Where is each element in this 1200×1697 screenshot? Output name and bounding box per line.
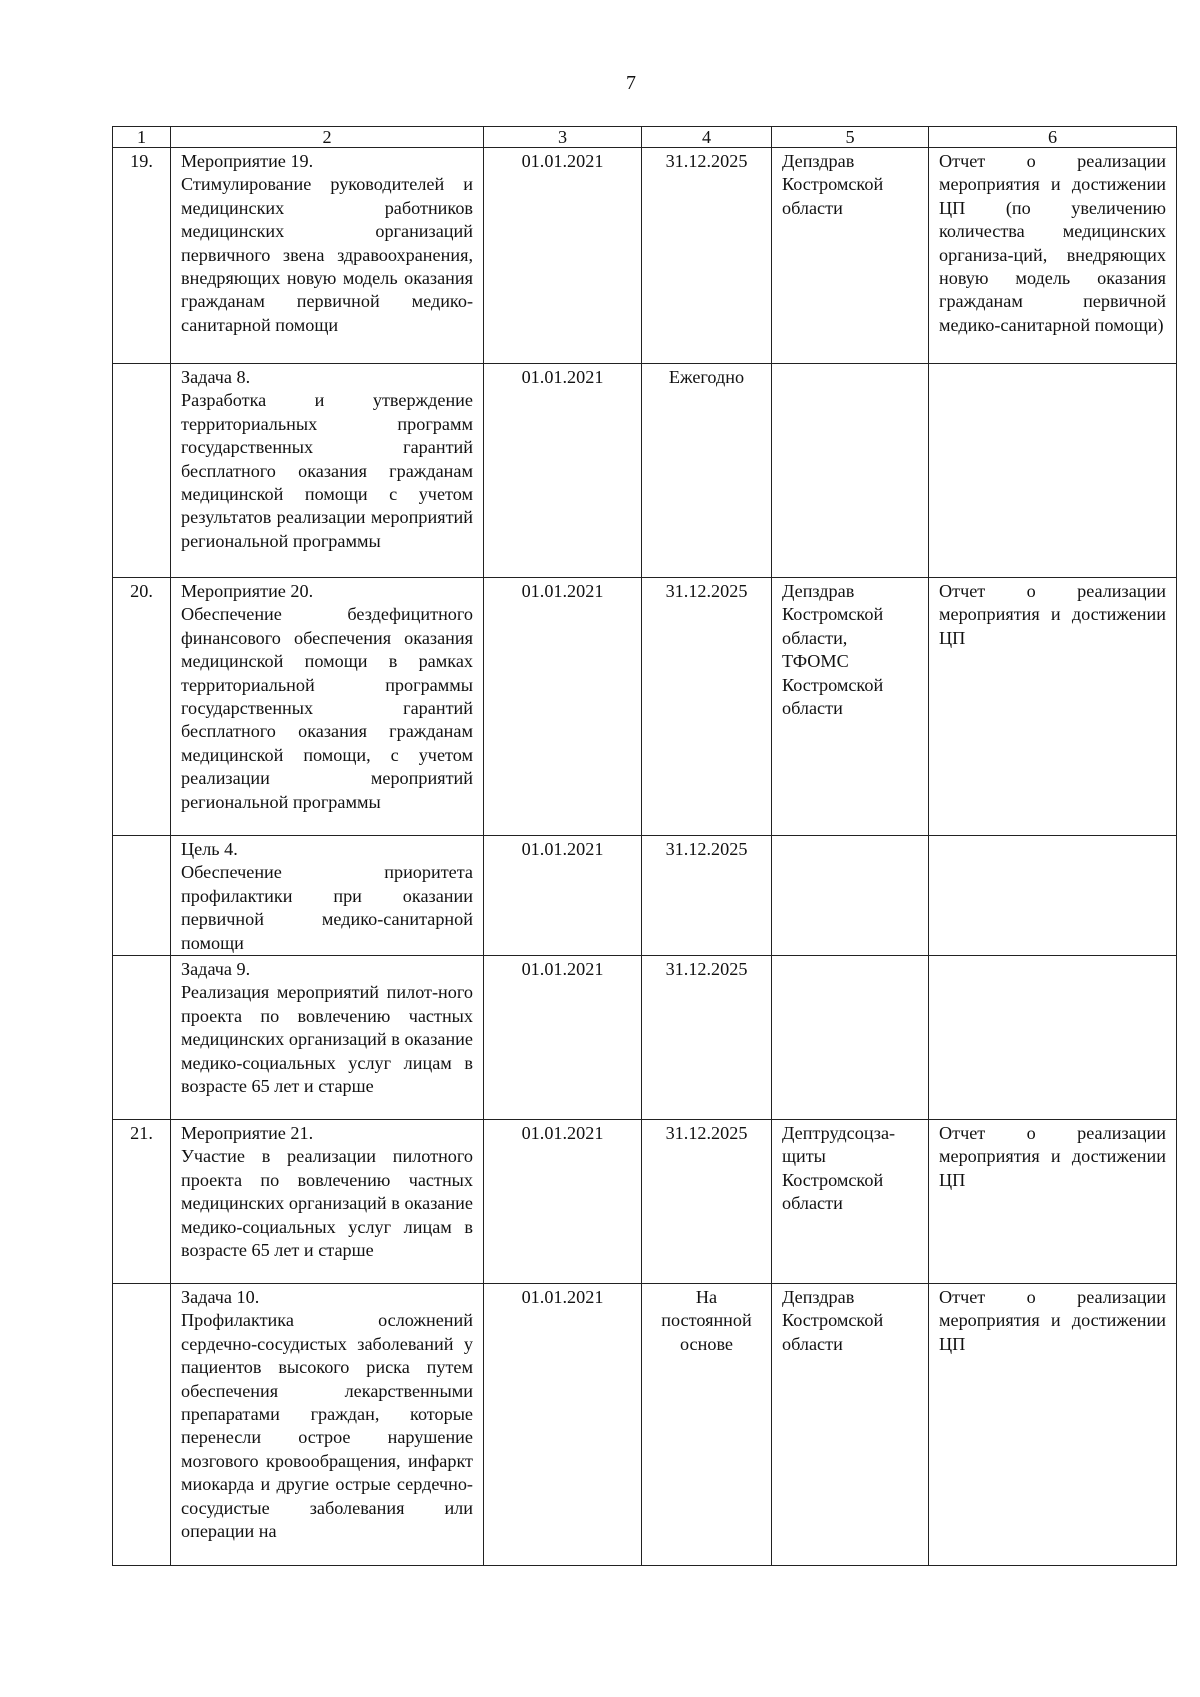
row-end-date: Ежегодно <box>642 364 772 578</box>
row-description <box>171 1284 484 1566</box>
row-executor <box>772 956 929 1120</box>
table-row <box>113 956 1177 1120</box>
row-end-date: 31.12.2025 <box>642 956 772 1120</box>
table-row <box>113 578 1177 836</box>
row-executor: Депздрав Костромской области <box>772 148 929 364</box>
table-row <box>113 1120 1177 1284</box>
table-row <box>113 148 1177 364</box>
row-text: Участие в реализации пилотного проекта по вовлечению частных медицинских организаций в оказание медико-социальных услуг лицам в возрасте 65 лет и старше <box>181 1146 473 1261</box>
row-number <box>113 1284 171 1566</box>
row-start-date: 01.01.2021 <box>484 578 642 836</box>
row-result: Отчет о реализации мероприятия и достижении ЦП <box>929 1120 1177 1284</box>
row-executor: Депздрав Костромской области <box>772 1284 929 1566</box>
row-result: Отчет о реализации мероприятия и достижении ЦП <box>929 1284 1177 1566</box>
column-header: 6 <box>929 127 1177 148</box>
row-title: Цель 4. <box>181 839 238 859</box>
row-number <box>113 836 171 956</box>
row-result <box>929 956 1177 1120</box>
row-title: Мероприятие 21. <box>181 1123 314 1144</box>
row-start-date: 01.01.2021 <box>484 836 642 956</box>
row-end-date: 31.12.2025 <box>642 836 772 956</box>
row-number: 19. <box>113 148 171 364</box>
row-title: Задача 10. <box>181 1287 260 1308</box>
row-executor <box>772 364 929 578</box>
row-result <box>929 836 1177 956</box>
row-text: Обеспечение бездефицитного финансового обеспечения оказания медицинской помощи в рамках территориальной программы государственных гарантий бесплатного оказания гражданам медицинской помощи, с учетом реализации мероприятий региональной программы <box>181 604 473 812</box>
activities-table <box>112 126 1177 1566</box>
row-description <box>171 956 484 1120</box>
row-title: Мероприятие 20. <box>181 581 314 601</box>
row-result: Отчет о реализации мероприятия и достижении ЦП (по увеличению количества медицинских организа-ций, внедряющих новую модель оказания гражданам первичной медико-санитарной помощи) <box>929 148 1177 364</box>
row-start-date: 01.01.2021 <box>484 1120 642 1284</box>
column-header: 5 <box>772 127 929 148</box>
row-end-date: 31.12.2025 <box>642 148 772 364</box>
row-executor: Дептрудсоцза-щиты Костромской области <box>772 1120 929 1284</box>
row-end-date: На постоянной основе <box>642 1284 772 1566</box>
row-text: Профилактика осложнений сердечно-сосудистых заболеваний у пациентов высокого риска путем обеспечения лекарственными препаратами граждан, которые перенесли острое нарушение мозгового кровообращения, инфаркт миокарда и другие острые сердечно-сосудистые заболевания или операции на <box>181 1310 473 1542</box>
row-description <box>171 1120 484 1284</box>
table-header-row <box>113 127 1177 148</box>
row-end-date: 31.12.2025 <box>642 1120 772 1284</box>
row-start-date: 01.01.2021 <box>484 956 642 1120</box>
row-title: Задача 8. <box>181 367 251 387</box>
row-text: Стимулирование руководителей и медицинских работников медицинских организаций первичного звена здравоохранения, внедряющих новую модель оказания гражданам первичной медико-санитарной помощи <box>181 174 473 335</box>
row-text: Разработка и утверждение территориальных программ государственных гарантий бесплатного оказания гражданам медицинской помощи с учетом результатов реализации мероприятий региональной программы <box>181 390 473 551</box>
column-header: 2 <box>171 127 484 148</box>
row-number <box>113 956 171 1120</box>
row-executor <box>772 836 929 956</box>
row-description <box>171 836 484 956</box>
column-header: 1 <box>113 127 171 148</box>
table-row <box>113 836 1177 956</box>
row-start-date: 01.01.2021 <box>484 148 642 364</box>
row-text: Реализация мероприятий пилот-ного проекта по вовлечению частных медицинских организаций в оказание медико-социальных услуг лицам в возрасте 65 лет и старше <box>181 982 473 1097</box>
column-header: 4 <box>642 127 772 148</box>
row-description <box>171 148 484 364</box>
row-number: 21. <box>113 1120 171 1284</box>
row-number <box>113 364 171 578</box>
row-number: 20. <box>113 578 171 836</box>
row-result <box>929 364 1177 578</box>
table-row <box>113 364 1177 578</box>
row-start-date: 01.01.2021 <box>484 364 642 578</box>
row-result: Отчет о реализации мероприятия и достижении ЦП <box>929 578 1177 836</box>
column-header: 3 <box>484 127 642 148</box>
row-text: Обеспечение приоритета профилактики при оказании первичной медико-санитарной помощи <box>181 862 473 953</box>
table-row <box>113 1284 1177 1566</box>
row-end-date: 31.12.2025 <box>642 578 772 836</box>
row-description <box>171 578 484 836</box>
page-number: 7 <box>626 72 636 94</box>
row-start-date: 01.01.2021 <box>484 1284 642 1566</box>
row-description <box>171 364 484 578</box>
row-executor: Депздрав Костромской области, ТФОМС Костромской области <box>772 578 929 836</box>
row-title: Мероприятие 19. <box>181 151 314 171</box>
row-title: Задача 9. <box>181 959 251 980</box>
